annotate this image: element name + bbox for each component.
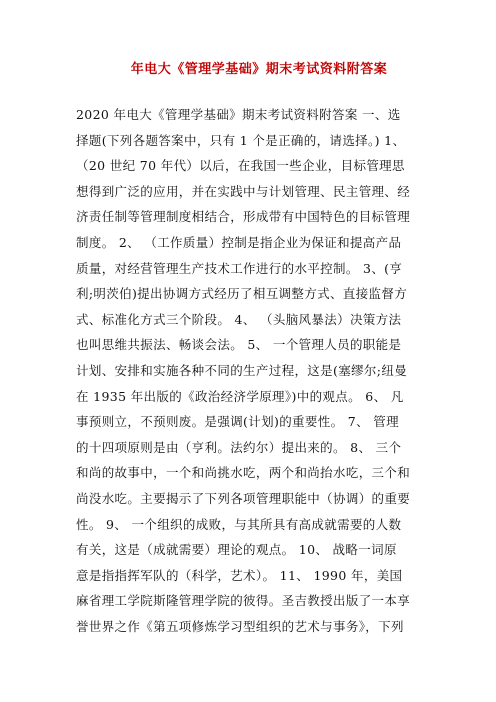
body-line: 也叫思维共振法、畅谈会法。 5、 一个管理人员的职能是 xyxy=(76,337,402,353)
body-line: 的十四项原则是由（亨利。法约尔）提出来的。 8、 三个 xyxy=(76,439,402,455)
body-line: 在 1935 年出版的《政治经济学原理》)中的观点。 6、 凡 xyxy=(76,388,404,404)
body-line: （20 世纪 70 年代）以后，在我国一些企业，目标管理思 xyxy=(76,158,405,174)
body-line: 制度。 2、 （工作质量）控制是指企业为保证和提高产品 xyxy=(76,234,402,250)
document-body xyxy=(76,102,452,639)
body-line: 和尚的故事中，一个和尚挑水吃，两个和尚抬水吃，三个和 xyxy=(76,465,411,481)
body-line: 性。 9、 一个组织的成败，与其所具有高成就需要的人数 xyxy=(76,516,402,532)
body-line: 择题(下列各题答案中，只有 1 个是正确的，请选择。) 1、 xyxy=(76,132,406,148)
body-line: 意是指指挥军队的（科学，艺术）。 11、 1990 年，美国 xyxy=(76,567,403,583)
body-line: 事预则立，不预则废。是强调(计划)的重要性。 7、 管理 xyxy=(76,414,399,430)
body-line: 质量，对经营管理生产技术工作进行的水平控制。 3、(亨 xyxy=(76,260,403,276)
body-line: 利;明茨伯)提出协调方式经历了相互调整方式、直接监督方 xyxy=(76,286,408,302)
body-line: 式、标准化方式三个阶段。 4、 （头脑风暴法）决策方法 xyxy=(76,311,402,327)
body-line: 济责任制等管理制度相结合，形成带有中国特色的目标管理 xyxy=(76,209,411,225)
body-line: 麻省理工学院斯隆管理学院的彼得。圣吉教授出版了一本享 xyxy=(76,593,411,609)
body-line: 想得到广泛的应用，并在实践中与计划管理、民主管理、经 xyxy=(76,183,411,199)
body-line: 2020 年电大《管理学基础》期末考试资料附答案 一、选 xyxy=(76,107,401,122)
body-line: 尚没水吃。主要揭示了下列各项管理职能中（协调）的重要 xyxy=(76,490,411,506)
body-line: 计划、安排和实施各种不同的生产过程，这是(塞缪尔;纽曼 xyxy=(76,362,408,378)
body-line: 有关，这是（成就需要）理论的观点。 10、 战略一词原 xyxy=(76,542,397,558)
document-title: 年电大《管理学基础》期末考试资料附答案 xyxy=(130,62,388,77)
body-line: 誉世界之作《第五项修炼学习型组织的艺术与事务》，下列 xyxy=(76,618,404,634)
